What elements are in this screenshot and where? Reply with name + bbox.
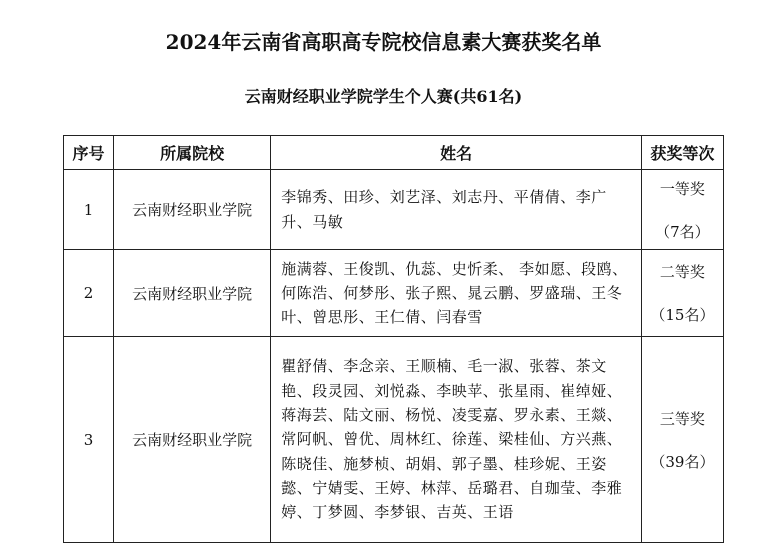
row-no: 3 (64, 337, 114, 543)
row-no: 1 (64, 170, 114, 250)
award-rank: 三等奖 (659, 409, 705, 428)
award-count: （15名） (650, 306, 715, 324)
award-count: （7名） (655, 222, 710, 241)
row-no: 2 (64, 250, 114, 337)
row-names: 施满蓉、王俊凯、仇蕊、史忻柔、 李如愿、段鸥、何陈浩、何梦彤、张子熙、晁云鹏、罗盛瑞、王冬叶、曾思彤、王仁倩、闫春雪 (271, 250, 642, 337)
page-title: 2024年云南省高职高专院校信息素大赛获奖名单 (165, 30, 602, 54)
award-count: （39名） (650, 452, 715, 471)
award-table (63, 135, 724, 543)
row-school: 云南财经职业学院 (114, 170, 271, 250)
header-school: 所属院校 (114, 136, 271, 170)
header-names: 姓名 (271, 136, 642, 170)
header-award: 获奖等次 (641, 136, 723, 170)
award-rank: 二等奖 (659, 263, 705, 281)
row-names: 李锦秀、田珍、刘艺泽、刘志丹、平倩倩、李广升、马敏 (271, 170, 642, 250)
row-school: 云南财经职业学院 (114, 250, 271, 337)
row-award (641, 170, 723, 250)
header-no: 序号 (64, 136, 114, 170)
row-award (641, 337, 723, 543)
table-header-row (64, 136, 724, 170)
row-school: 云南财经职业学院 (114, 337, 271, 543)
award-rank: 一等奖 (659, 179, 705, 198)
row-award (641, 250, 723, 337)
table-row (64, 170, 724, 250)
page-subtitle: 云南财经职业学院学生个人赛(共61名) (244, 87, 523, 106)
table-row (64, 337, 724, 543)
table-row (64, 250, 724, 337)
row-names: 瞿舒倩、李念亲、王顺楠、毛一淑、张蓉、茶文艳、段灵园、刘悦淼、李映苹、张星雨、崔绰娅、蒋海芸、陆文丽、杨悦、凌雯嘉、罗永素、王燚、常阿帆、曾优、周林红、徐莲、梁桂仙、方兴燕、陈晓佳、施梦桢、胡娟、郭子墨、桂珍妮、王姿懿、宁婧雯、王婷、林萍、岳璐君、自珈莹、李雅婷、丁梦圆、李梦银、吉英、王语 (271, 337, 642, 543)
